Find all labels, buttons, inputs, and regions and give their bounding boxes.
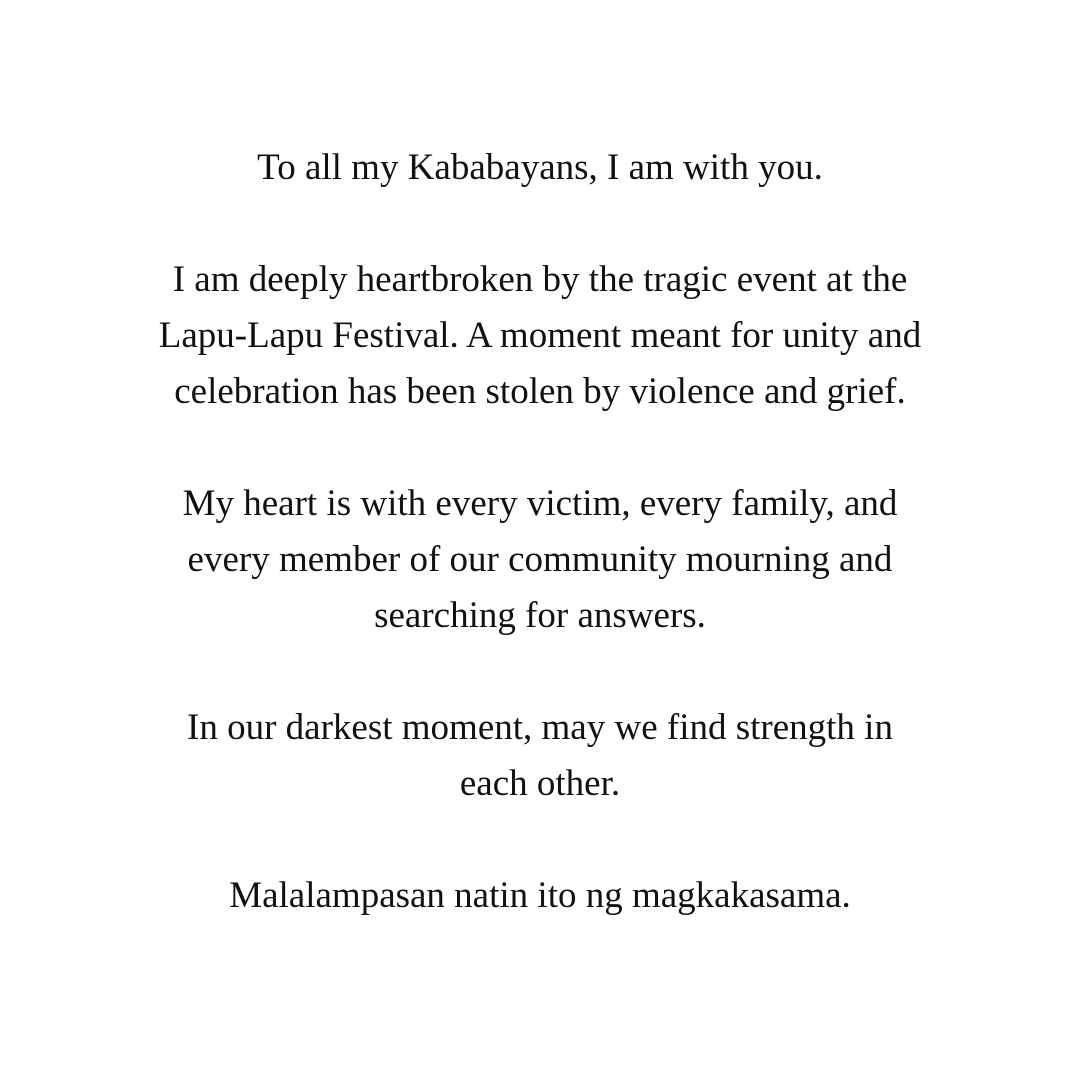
paragraph-line: each other. <box>459 763 621 804</box>
strength-paragraph <box>60 700 1020 812</box>
paragraph-line: celebration has been stolen by violence and grief. <box>174 371 906 412</box>
heartbroken-paragraph <box>60 252 1020 420</box>
paragraph-line: In our darkest moment, may we find strength in <box>187 707 893 748</box>
paragraph-line: I am deeply heartbroken by the tragic event at the <box>172 259 908 300</box>
victims-paragraph <box>60 476 1020 644</box>
paragraph-line: searching for answers. <box>374 595 706 636</box>
greeting-line: To all my Kababayans, I am with you. <box>257 147 823 188</box>
paragraph-line: My heart is with every victim, every family, and <box>182 483 898 524</box>
statement-text <box>60 140 1020 924</box>
paragraph-line: Lapu-Lapu Festival. A moment meant for unity and <box>158 315 922 356</box>
closing-paragraph <box>60 868 1020 924</box>
paragraph-line: every member of our community mourning and <box>187 539 893 580</box>
closing-line: Malalampasan natin ito ng magkakasama. <box>229 875 851 916</box>
greeting-paragraph <box>60 140 1020 196</box>
